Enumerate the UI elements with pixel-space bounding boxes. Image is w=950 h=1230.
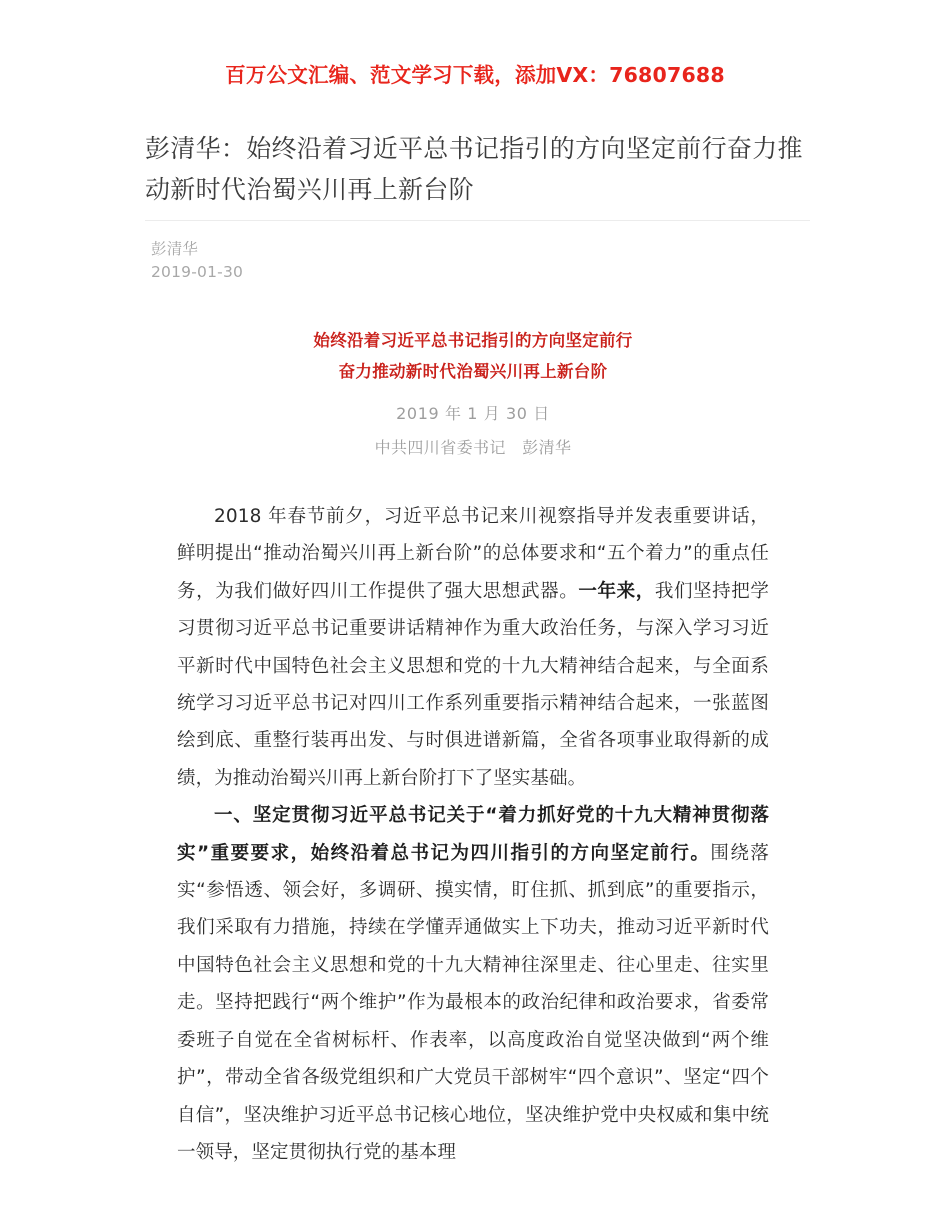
- header-divider: [145, 220, 810, 221]
- paragraph-text: 围绕落实“参悟透、领会好，多调研、摸实情，盯住抓、抓到底”的重要指示，我们采取有力措施，持续在学懂弄通做实上下功夫，推动习近平新时代中国特色社会主义思想和党的十九大精神往深里走、往心里走、往实里走。坚持把践行“两个维护”作为最根本的政治纪律和政治要求，省委常委班子自觉在全省树标杆、作表率，以高度政治自觉坚决做到“两个维护”，带动全省各级党组织和广大党员干部树牢“四个意识”、坚定“四个自信”，坚决维护习近平总书记核心地位，坚决维护党中央权威和集中统一领导，坚定贯彻执行党的基本理: [177, 842, 769, 1163]
- paragraph-emphasis: 一年来，: [578, 580, 655, 602]
- document-dateline: 2019 年 1 月 30 日: [396, 404, 550, 423]
- article-header: [145, 128, 810, 210]
- meta-author: 彭清华: [151, 240, 199, 258]
- page-title: 彭清华：始终沿着习近平总书记指引的方向坚定前行奋力推动新时代治蜀兴川再上新台阶: [145, 134, 803, 204]
- document-subtitle-line-1: 始终沿着习近平总书记指引的方向坚定前行: [313, 331, 633, 350]
- document-body: [177, 325, 769, 1171]
- body-paragraph: [177, 797, 769, 1171]
- paragraph-text: 我们坚持把学习贯彻习近平总书记重要讲话精神作为重大政治任务，与深入学习习近平新时代中国特色社会主义思想和党的十九大精神结合起来，与全面系统学习习近平总书记对四川工作系列重要指示精神结合起来，一张蓝图绘到底、重整行装再出发、与时俱进谱新篇，全省各项事业取得新的成绩，为推动治蜀兴川再上新台阶打下了坚实基础。: [177, 580, 769, 789]
- body-paragraph-list: [177, 498, 769, 1171]
- body-paragraph: [177, 498, 769, 797]
- meta-date: 2019-01-30: [151, 262, 244, 281]
- document-byline: 中共四川省委书记 彭清华: [374, 438, 572, 457]
- promo-banner-text: 百万公文汇编、范文学习下载，添加VX：76807688: [225, 63, 725, 87]
- document-subtitle-line-2: 奋力推动新时代治蜀兴川再上新台阶: [338, 362, 608, 381]
- paragraph-emphasis: 一、坚定贯彻习近平总书记关于“着力抓好党的十九大精神贯彻落实”重要要求，始终沿着总书记为四川指引的方向坚定前行。: [177, 805, 769, 864]
- article-meta: [151, 238, 243, 283]
- paragraph-text: 2018 年春节前夕，习近平总书记来川视察指导并发表重要讲话，鲜明提出“推动治蜀兴川再上新台阶”的总体要求和“五个着力”的重点任务，为我们做好四川工作提供了强大思想武器。: [177, 506, 769, 602]
